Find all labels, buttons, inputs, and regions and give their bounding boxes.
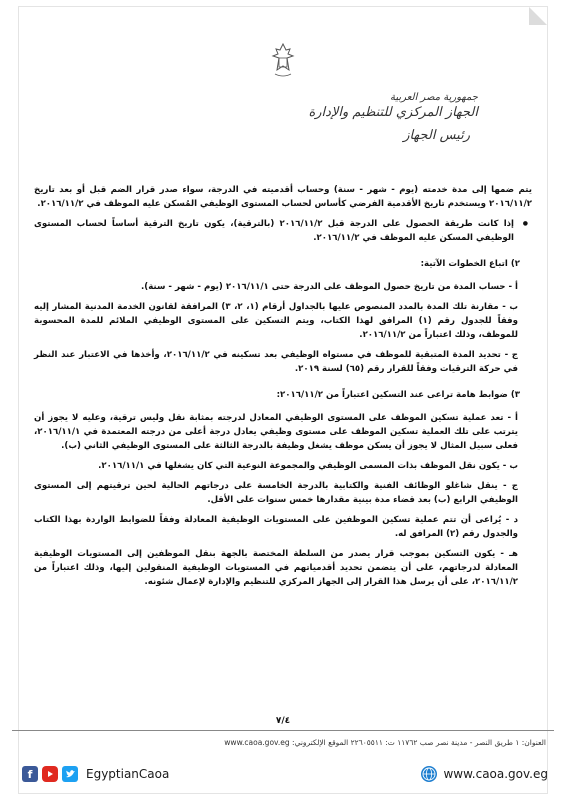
- website-url[interactable]: www.caoa.gov.eg: [443, 767, 548, 781]
- page-number: ٧/٤: [275, 716, 291, 726]
- section-2-item: ب - مقارنة تلك المدة بالمدد المنصوص عليها بالجداول أرقام (١، ٢، ٣) المرافقة لقانون الخدمة المدنية المشار إليه وفقاً للجدول رقم (١) المرافق لهذا الكتاب، ويتم التسكين على المستوى الوظيفي الملائم للمدة المحسوبة للموظف، وذلك اعتباراً من ٢٠١٦/١١/٢.: [34, 302, 519, 340]
- intro-paragraph: يتم ضمها إلى مدة خدمته (يوم - شهر - سنة) وحساب أقدميته في الدرجة، سواء صدر قرار الضم قبل أو بعد تاريخ ٢٠١٦/١١/٢ ويستخدم تاريخ الأقدمية الفرضي كأساس لحساب المستوى الوظيفي المُسكن عليه الموظف في ٢٠١٦/١١/٢.: [34, 185, 532, 209]
- facebook-icon[interactable]: f: [22, 766, 38, 782]
- section-3-item: ب - يكون نقل الموظف بذات المسمى الوظيفي والمجموعة النوعية التي كان يشغلها في ٢٠١٦/١١/١.: [98, 461, 518, 471]
- document-body: [34, 183, 532, 595]
- twitter-icon[interactable]: [62, 766, 78, 782]
- footer-address: العنوان: ١ طريق النصر - مدينة نصر صب ١١٧٦٢ ت: ٢٢٦٠٥٥١١ الموقع الإلكتروني: www.caoa.gov.eg: [224, 738, 546, 747]
- section-3-item: أ - تعد عملية تسكين الموظف على المستوى الوظيفي المعادل لدرجته بمثابة نقل وليس ترقية، وعليه لا يجوز أن يترتب على تلك العملية تسكين الموظف على مستوى وظيفي يعادل درجة أعلى من درجته المعتمدة في ٢٠١٦/١١/١، فعلى سبيل المثال لا يجوز أن يسكن موظف يشغل وظيفة بالدرجة الثالثة على المستوى الوظيفي الثاني (ب).: [34, 413, 518, 451]
- agency-name: الجهاز المركزي للتنظيم والإدارة: [308, 105, 478, 120]
- section-2-heading: ٢) اتباع الخطوات الآتية:: [420, 259, 520, 269]
- section-2-item: ج - تحديد المدة المتبقية للموظف في مستواه الوظيفي بعد تسكينه في ٢٠١٦/١١/٢، وأخذها في الاعتبار عند النظر في حركة الترقيات وفقاً للقرار رقم (٦٥) لسنة ٢٠١٩.: [34, 350, 518, 374]
- youtube-icon[interactable]: [42, 766, 58, 782]
- eagle-emblem-icon: [265, 40, 301, 84]
- social-links: [22, 766, 169, 782]
- office-title: رئيس الجهاز: [403, 128, 470, 143]
- section-3-item: ج - ينقل شاغلو الوظائف الفنية والكتابية بالدرجة الخامسة على درجاتهم الحالية لحين ترقيتهم إلى المستوى الوظيفي الرابع (ب) بعد قضاء مدة بينية مقدارها خمس سنوات على الأقل.: [34, 481, 518, 505]
- section-3-item: د - يُراعى أن تتم عملية تسكين الموظفين على المستويات الوظيفية المعادلة وفقاً للضوابط الواردة بهذا الكتاب والجدول رقم (٢) المرافق له.: [34, 515, 518, 539]
- bullet-paragraph: ● إذا كانت طريقة الحصول على الدرجة قبل ٢٠١٦/١١/٢ (بالترقية)، يكون تاريخ الترقية أساساً لحساب المستوى الوظيفي المسكن عليه الموظف في ٢٠١٦/١١/٢.: [34, 217, 532, 245]
- globe-icon: [421, 766, 437, 782]
- footer-divider: [12, 730, 554, 731]
- website-link[interactable]: [421, 766, 548, 782]
- section-3-heading: ٣) ضوابط هامة تراعى عند التسكين اعتباراً من ٢٠١٦/١١/٢:: [276, 390, 520, 400]
- page-corner-fold: [529, 7, 547, 25]
- country-name: جمهورية مصر العربية: [390, 92, 478, 103]
- social-handle[interactable]: EgyptianCaoa: [86, 767, 170, 781]
- letterhead: [308, 92, 478, 143]
- section-2-item: أ - حساب المدة من تاريخ حصول الموظف على الدرجة حتى ٢٠١٦/١١/١ (يوم - شهر - سنة).: [141, 282, 518, 292]
- section-3-item: هـ - يكون التسكين بموجب قرار يصدر من السلطة المختصة بالجهة بنقل الموظفين إلى المستويات الوظيفية المعادلة لدرجاتهم، على أن يتضمن تحديد أقدمياتهم في المستويات الوظيفية المنقولين إليها، وذلك اعتباراً من ٢٠١٦/١١/٢، على أن يرسل هذا القرار إلى الجهاز المركزي للتنظيم والإدارة لإعمال شئونه.: [34, 549, 518, 587]
